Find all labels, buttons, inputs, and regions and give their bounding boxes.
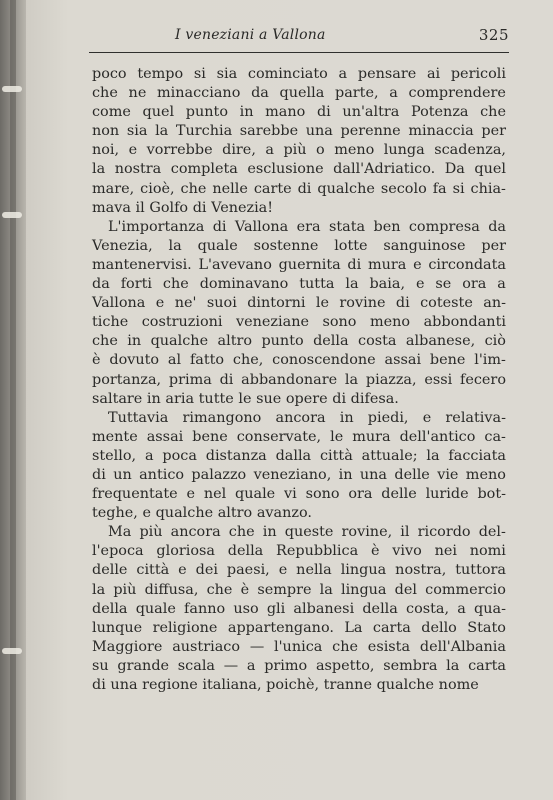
text-line: saltare in aria tutte le sue opere di difesa. — [92, 390, 399, 407]
text-line: stello, a poca distanza dalla città attuale; la facciata — [92, 447, 506, 464]
text-line: teghe, e qualche altro avanzo. — [92, 505, 312, 522]
page-number: 325 — [478, 26, 509, 44]
paragraph — [92, 218, 506, 409]
text-line: Vallona e ne' suoi dintorni le rovine di coteste an- — [92, 295, 506, 312]
text-line: mare, cioè, che nelle carte di qualche secolo fa si chia- — [92, 180, 506, 197]
text-line: di una regione italiana, poichè, tranne qualche nome — [92, 677, 479, 693]
text-line: Venezia, la quale sostenne lotte sanguinose per — [92, 237, 506, 254]
text-line: frequentate e nel quale vi sono ora delle luride bot- — [92, 486, 506, 503]
book-page — [26, 0, 553, 800]
paragraph — [92, 523, 506, 695]
text-line: Maggiore austriaco — l'unica che esista dell'Albania — [92, 638, 506, 655]
text-line: della quale fanno uso gli albanesi della costa, a qua- — [92, 600, 506, 617]
paragraph — [92, 65, 506, 218]
running-title: I veneziani a Vallona — [175, 27, 326, 43]
text-line: di un antico palazzo veneziano, in una delle vie meno — [92, 466, 506, 483]
binding-stitch — [2, 86, 22, 92]
text-line: lunque religione appartengano. La carta dello Stato — [92, 619, 506, 636]
text-line: la più diffusa, che è sempre la lingua del commercio — [92, 581, 506, 598]
text-line: noi, e vorrebbe dire, a più o meno lunga scadenza, — [92, 142, 506, 159]
text-line: mente assai bene conservate, le mura dell'antico ca- — [92, 428, 506, 445]
page-header — [89, 26, 509, 53]
spine-shadow — [10, 0, 16, 800]
book-spine — [0, 0, 26, 800]
text-line: da forti che dominavano tutta la baia, e se ora a — [92, 276, 506, 293]
body-text — [92, 65, 506, 695]
text-line: Tuttavia rimangono ancora in piedi, e relativa- — [108, 409, 506, 426]
text-line: che ne minacciano da quella parte, a comprendere — [92, 85, 506, 102]
text-line: è dovuto al fatto che, conoscendone assai bene l'im- — [92, 352, 506, 369]
text-line: poco tempo si sia cominciato a pensare ai pericoli — [92, 66, 506, 82]
text-line: mantenervisi. L'avevano guernita di mura e circondata — [92, 256, 506, 273]
paragraph — [92, 409, 506, 524]
text-line: su grande scala — a primo aspetto, sembra la carta — [92, 657, 506, 674]
text-line: mava il Golfo di Venezia! — [92, 199, 274, 216]
text-line: l'epoca gloriosa della Repubblica è vivo nei nomi — [92, 543, 506, 560]
text-line: non sia la Turchia sarebbe una perenne minaccia per — [92, 123, 506, 140]
text-line: L'importanza di Vallona era stata ben compresa da — [108, 218, 506, 235]
binding-stitch — [2, 648, 22, 654]
text-line: la nostra completa esclusione dall'Adriatico. Da quel — [92, 161, 506, 178]
text-line: come quel punto in mano di un'altra Potenza che — [92, 104, 506, 121]
text-line: tiche costruzioni veneziane sono meno abbondanti — [92, 314, 506, 331]
text-line: delle città e dei paesi, e nella lingua nostra, tuttora — [92, 562, 506, 579]
binding-stitch — [2, 212, 22, 218]
text-line: che in qualche altro punto della costa albanese, ciò — [92, 333, 506, 350]
text-line: portanza, prima di abbandonare la piazza, essi fecero — [92, 371, 506, 388]
text-line: Ma più ancora che in queste rovine, il ricordo del- — [108, 524, 506, 541]
